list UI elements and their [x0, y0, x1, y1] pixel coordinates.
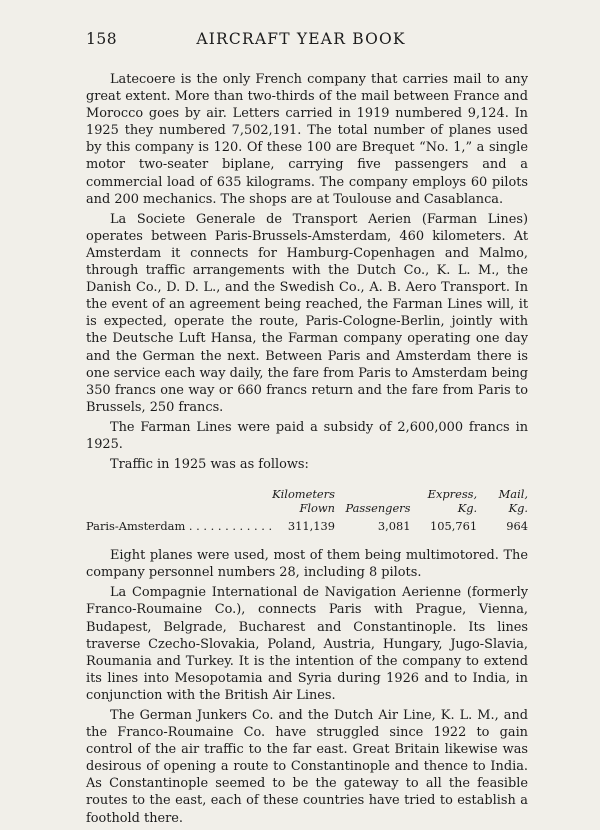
header-express-line2: Kg.	[457, 501, 478, 516]
paragraph-traffic-intro: Traffic in 1925 was as follows:	[110, 457, 309, 473]
traffic-table	[86, 487, 528, 533]
page-number: 158	[86, 30, 118, 48]
paragraph-latecoere: Latecoere is the only French company that carries mail to any great extent. More than two-thirds of the mail between France and Morocco goes by air. Letters carried in 1919 numbered 9,124. In 1925 they numbered 7,502,191. The total number of planes used by this company is 120. Of these 100 are Brequet “No. 1,” a single motor two-seater biplane, carrying five passengers and a commercial load of 635 kilograms. The company employs 60 pilots and 200 mechanics. The shops are at Toulouse and Casablanca.	[86, 72, 528, 207]
cell-kilometers: 311,139	[287, 519, 335, 534]
traffic-table-header	[86, 487, 528, 519]
header-passengers-label: Passengers	[345, 501, 411, 516]
header-km-line2: Flown	[299, 501, 335, 516]
cell-route: Paris-Amsterdam . . . . . . . . . . . .	[86, 519, 273, 534]
paragraph-farman-lines: La Societe Generale de Transport Aerien (Farman Lines) operates between Paris-Brussels-Amsterdam, 460 kilometers. At Amsterdam it connects for Hamburg-Copenhagen and Malmo, through traffic arrangements with the Dutch Co., K. L. M., the Danish Co., D. D. L., and the Swedish Co., A. B. Aero Transport. In the event of an agreement being reached, the Farman Lines will, it is expected, operate the route, Paris-Cologne-Berlin, jointly with the Deutsche Luft Hansa, the Farman company operating one day and the German the next. Between Paris and Amsterdam there is one service each way daily, the fare from Paris to Amsterdam being 350 francs one way or 660 francs return and the fare from Paris to Brussels, 250 francs.	[86, 211, 528, 415]
paragraph-subsidy: The Farman Lines were paid a subsidy of 2,600,000 francs in 1925.	[86, 419, 528, 452]
header-express	[410, 487, 477, 519]
header-passengers	[335, 487, 411, 519]
page-header	[86, 30, 516, 52]
cell-mail: 964	[506, 519, 528, 534]
cell-express: 105,761	[430, 519, 478, 534]
header-mail-line1: Mail,	[498, 487, 528, 502]
header-kilometers-flown	[272, 487, 335, 519]
header-route	[86, 487, 272, 519]
paragraph-far-east: The German Junkers Co. and the Dutch Air Line, K. L. M., and the Franco-Roumaine Co. have struggled since 1922 to gain control of the air traffic to the far east. Great Britain likewise was desirous of opening a route to Constantinople and thence to India. As Constantinople seemed to be the gateway to all the feasible routes to the east, each of these countries have tried to establish a foothold there.	[86, 708, 528, 826]
cell-passengers: 3,081	[377, 519, 411, 534]
paragraph-planes-used: Eight planes were used, most of them being multimotored. The company personnel numbers 28, including 8 pilots.	[86, 548, 528, 581]
page-body	[86, 71, 528, 830]
paragraph-franco-roumaine: La Compagnie International de Navigation Aerienne (formerly Franco-Roumaine Co.), connects Paris with Prague, Vienna, Budapest, Belgrade, Bucharest and Constantinople. Its lines traverse Czecho-Slovakia, Poland, Austria, Hungary, Jugo-Slavia, Roumania and Turkey. It is the intention of the company to extend its lines into Mesopotamia and Syria during 1926 and to India, in conjunction with the British Air Lines.	[86, 585, 528, 703]
header-mail	[477, 487, 528, 519]
header-mail-line2: Kg.	[508, 501, 528, 516]
header-express-line1: Express,	[427, 487, 478, 502]
table-row	[86, 519, 528, 533]
header-km-line1: Kilometers	[272, 487, 335, 502]
running-title: AIRCRAFT YEAR BOOK	[196, 30, 406, 48]
